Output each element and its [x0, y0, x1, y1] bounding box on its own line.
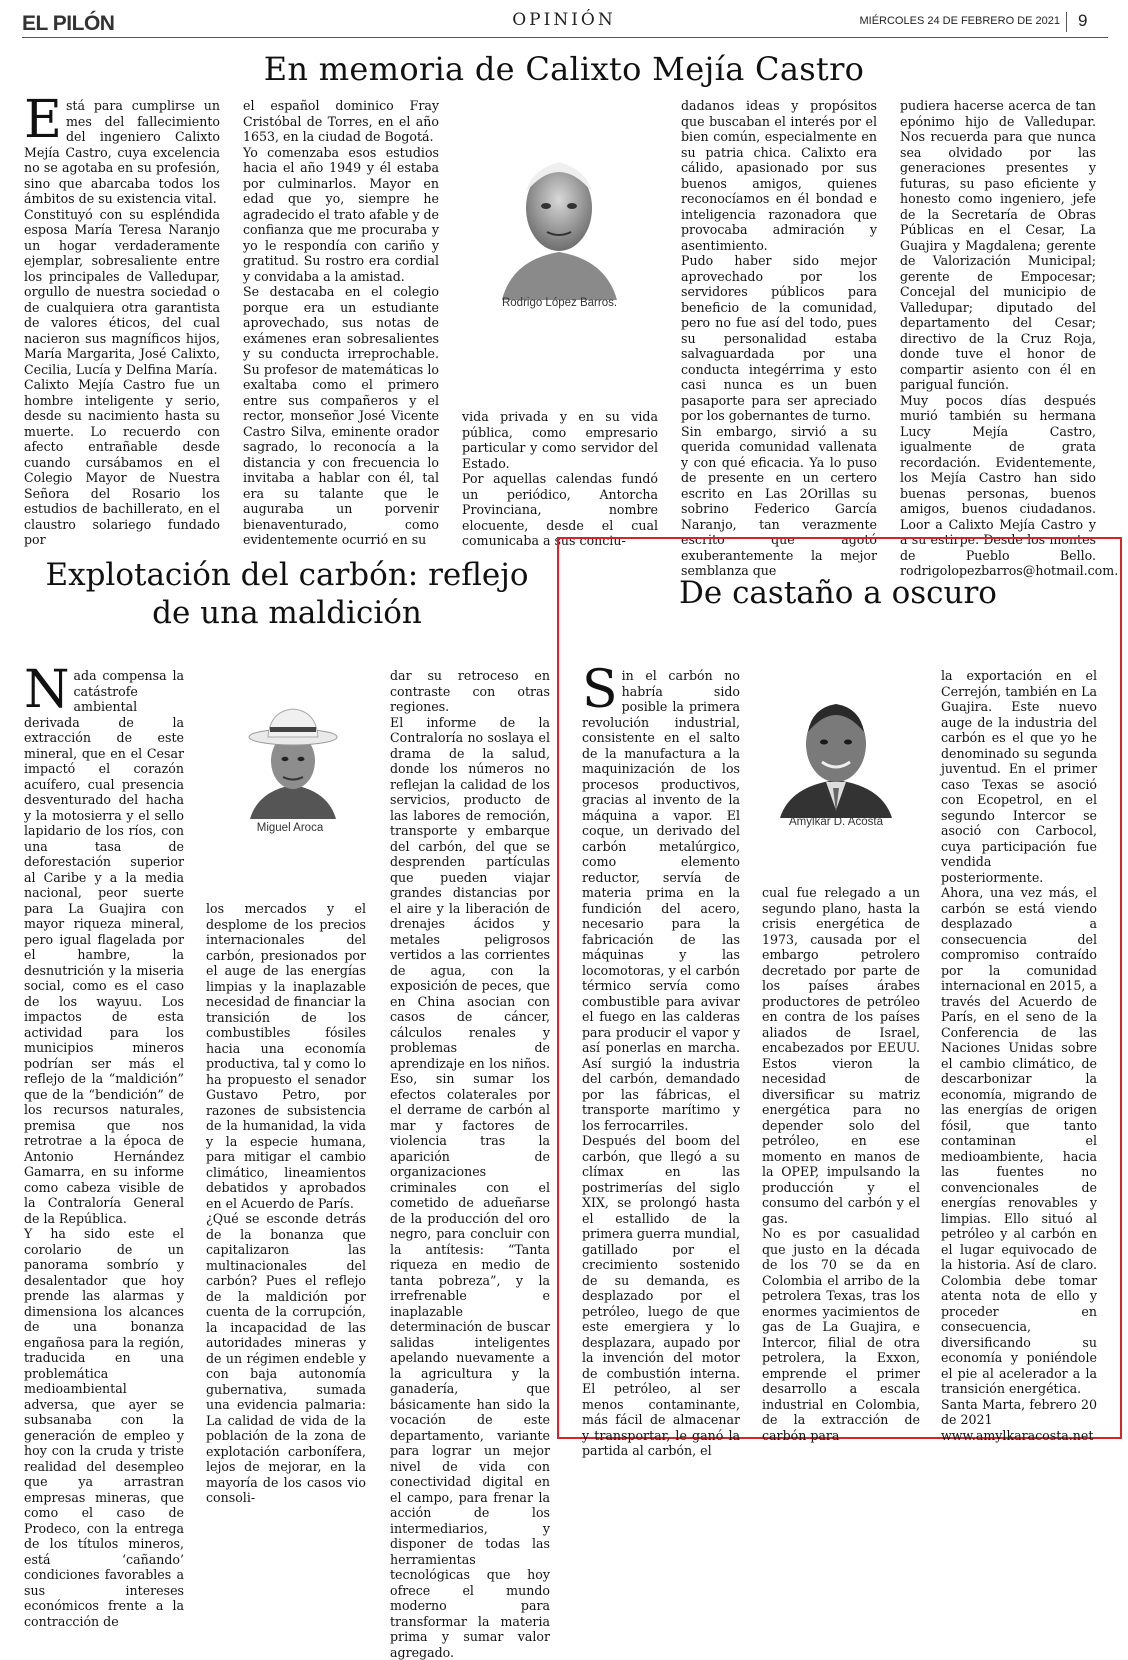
article2-dropcap: N: [24, 660, 70, 720]
article2-col2-text: los mercados y el desplome de los precios internacionales del carbón, presionados por el auge de las energías limpias y la inaplazable necesidad de financiar la transición de los combustibles fósiles hacia una economía productiva, tal y como lo ha propuesto el senador Gustavo Petro, por razones de subsistencia de la humanidad, la vida y la especie humana, para mitigar el cambio climático, lineamientos debatidos y aprobados en el Acuerdo de París. ¿Qué se esconde detrás de la bonanza que capitalizaron las multinacionales del carbón? Pues el reflejo de la maldición por cuenta de la corrupción, la incapacidad de las autoridades mineras y de un régimen endeble y con baja autonomía gubernativa, sumada una evidencia palmaria: La calidad de vida de la población de la zona de explotación carbonífera, lejos de mejorar, en la mayoría de los casos vio consoli-: [206, 901, 366, 1505]
article3-col3-text: la exportación en el Cerrejón, también en La Guajira. Este nuevo auge de la industria del carbón es el que yo he denominado su segunda juventud. En el primer caso Texas se asoció con Ecopetrol, en el segundo Intercor se asoció con Carbocol, cuya participación fue vendida posteriormente. Ahora, una vez más, el carbón se está viendo desplazado a consecuencia del compromiso contraído por la comunidad internacional en 2015, a través del Acuerdo de París, en el seno de la Conferencia de las Naciones Unidas sobre el cambio climático, de descarbonizar la economía, migrando de las energías de origen fósil, que tanto contaminan el medioambiente, hacia las fuentes no convencionales de energías renovables y limpias. Ello situó al petróleo y al carbón en el lugar equivocado de la historia. Así de claro. Colombia debe tomar atenta nota de ello y proceder en consecuencia, diversificando su economía y poniéndole el pie al acelerador a la transición energética. Santa Marta, febrero 20 de 2021 www.amylkaracosta.net: [941, 668, 1097, 1443]
article2-author-photo: [236, 703, 350, 819]
masthead-logo: EL PILÓN: [22, 12, 115, 35]
article1-column-2: [243, 98, 439, 547]
article2-col1-text: ada compensa la catástrofe ambiental derivada de la extracción de este mineral, que en el Cesar impactó el corazón acuífero, cual presencia desventurado del hacha y la motosierra y el sello lapidario de los ríos, con una tasa de deforestación superior al Caribe y a la media nacional, peor suerte para La Guajira con mayor riqueza mineral, pero igual flagelada por el hambre, la desnutrición y la miseria social, como es el caso de los wayuu. Los impactos de esta actividad para los municipios mineros podrían ser más el reflejo de la “maldición” que de la “bendición” de los recursos naturales, premisa que nos retrotrae a la época de Antonio Hernández Gamarra, en su informe como cabeza visible de la Contraloría General de la República. Y ha sido este el corolario de un panorama sombrío y desalentador que hoy prende las alarmas y dimensiona los alcances de una bonanza engañosa para la región, traducida en una problemática medioambiental adversa, que ayer se subsanaba con la generación de empleo y hoy con la cruda y triste realidad del desempleo que ya arrastran empresas mineras, que como el caso de Prodeco, con la entrega de los títulos mineros, está ‘cañando’ condiciones favorables a sus intereses económicos frente a la contracción de: [24, 668, 184, 1629]
article1-col4-text: dadanos ideas y propósitos que buscaban el interés por el bien común, especialmente en su patria chica. Calixto era cálido, apasionado por sus buenos amigos, quienes reconocíamos en él bondad e inteligencia razonadora que provocaba admiración y asentimiento. Pudo haber sido mejor aprovechado por los servidores públicos para beneficio de la comunidad, pero no fue así del todo, pues su personalidad estaba salvaguardada por una conducta integérrima y esto casi nunca es un buen pasaporte para ser apreciado por los gobernantes de turno. Sin embargo, sirvió a su querida comunidad vallenata y con qué eficacia. Ya lo puso de presente en un certero escrito en Las 2Orillas su sobrino Federico García Naranjo, tan verazmente escrito que agotó exuberantemente la mejor semblanza que: [681, 98, 877, 578]
article1-dropcap: E: [24, 90, 62, 150]
article2-col3-text: dar su retroceso en contraste con otras regiones. El informe de la Contraloría no soslaya el drama de la salud, donde los números no reflejan la calidad de los servicios, producto de las labores de remoción, transporte y embarque del carbón, del que se desprenden partículas que pueden viajar grandes distancias por el aire y la liberación de drenajes ácidos y metales peligrosos vertidos a las corrientes de agua, con la exposición de peces, que en China asocian con casos de cáncer, cálculos renales y problemas de aprendizaje en los niños. Eso, sin sumar los efectos colaterales por el derrame de carbón al mar y factores de violencia tras la aparición de organizaciones criminales con el cometido de adueñarse de la producción del oro negro, para concluir con la antítesis: “Tanta riqueza en medio de tanta pobreza”, y la irrefrenable e inaplazable determinación de buscar salidas inteligentes apelando nuevamente a la agricultura y la ganadería, que básicamente han sido la vocación de este departamento, variante para lograr un mejor nivel de vida con conectividad digital en el campo, para frenar la acción de los intermediarios, y disponer de todas las herramientas tecnológicas que hoy ofrece el mundo moderno para transformar la materia prima y sumar valor agregado.: [390, 668, 550, 1660]
article3-col1-text: in el carbón no habría sido posible la primera revolución industrial, consistente en el salto de la manufactura a la maquinización de los procesos productivos, gracias al invento de la máquina a vapor. El coque, un derivado del carbón metalúrgico, como elemento reductor, servía de materia prima en la fundición del acero, necesario para la fabricación de las máquinas y las locomotoras, y el carbón térmico servía como combustible para avivar el fuego en las calderas para producir el vapor y así ponerlas en marcha. Así surgió la industria del carbón, demandado por las fábricas, el transporte marítimo y los ferrocarriles. Después del boom del carbón, que llegó a su clímax en las postrimerías del siglo XIX, se prolongó hasta el estallido de la primera guerra mundial, gatillado por el crecimiento sostenido de su demanda, es desplazado por el petróleo, luego de que este emergiera y lo desplazara, aupado por la invención del motor de combustión interna. El petróleo, al ser menos contaminante, más fácil de almacenar y transportar, le ganó la partida al carbón, el: [582, 668, 741, 1458]
article1-author-photo: [492, 148, 627, 300]
article1-photo-caption: Rodrigo López Barros.: [501, 297, 618, 309]
article3-dropcap: S: [582, 660, 618, 720]
article3-author-photo: [772, 692, 900, 818]
article2-column-1: [24, 660, 184, 1629]
article3-title: De castaño a oscuro: [679, 575, 997, 611]
article3-column-2: [762, 885, 920, 1443]
article1-column-5: [900, 98, 1119, 578]
article1-column-4: [681, 98, 877, 578]
article1-col5-text: pudiera hacerse acerca de tan epónimo hijo de Valledupar. Nos recuerda para que nunca sea olvidado por las generaciones presentes y futuras, su paso eficiente y honesto como ingeniero, jefe de la Secretaría de Obras Públicas en el Cesar, La Guajira y Magdalena; gerente de Valorización Municipal; gerente de Empocesar; Concejal del municipio de Valledupar; diputado del departamento del Cesar; directivo de la Cruz Roja, donde tuve el honor de compartir asiento con él en parigual función. Muy pocos días después murió también su hermana Lucy Mejía Castro, igualmente de grata recordación. Evidentemente, los Mejía Castro han sido buenas personas, buenos amigos, buenos ciudadanos. Loor a Calixto Mejía Castro y a su estirpe. Desde los montes de Pueblo Bello. rodrigolopezbarros@hotmail.com.: [900, 98, 1119, 578]
issue-date: MIÉRCOLES 24 DE FEBRERO DE 2021: [859, 15, 1060, 27]
article3-col2-text: cual fue relegado a un segundo plano, hasta la crisis energética de 1973, causada por el embargo petrolero decretado por parte de los países árabes productores de petróleo en contra de los países aliados de Israel, encabezados por EEUU. Estos vieron la necesidad de diversificar su matriz energética para no depender solo del petróleo, en ese momento en manos de la OPEP, impulsando la producción y el consumo del carbón y el gas. No es por casualidad que justo en la década de los 70 se da en Colombia el arribo de la petrolera Texas, tras los enormes yacimientos de gas de La Guajira, e Intercor, filial de otra petrolera, la Exxon, emprende el primer desarrollo a escala industrial en Colombia, de la extracción de carbón para: [762, 885, 920, 1443]
article1-column-3: [462, 409, 658, 548]
article2-column-3: [390, 668, 550, 1660]
article2-title: Explotación del carbón: reflejo de una maldición: [45, 557, 529, 631]
article2-photo-caption: Miguel Aroca: [256, 822, 324, 834]
article3-column-1: [582, 660, 741, 1458]
header-separator: [1066, 12, 1067, 32]
author-portrait-icon: [492, 148, 627, 300]
article3-photo-caption: Amylkar D. Acosta: [789, 816, 883, 828]
article1-col1-text: stá para cumplirse un mes del fallecimiento del ingeniero Calixto Mejía Castro, cuya excelencia no se agotaba en su profesión, sino que abarcaba todos los ámbitos de su existencia vital. Constituyó con su espléndida esposa María Teresa Naranjo un hogar verdaderamente ejemplar, sobresaliente entre los principales de Valledupar, orgullo de nuestra sociedad o de cualquiera otra garantista de valores éticos, del cual nacieron sus magníficos hijos, María Margarita, José Calixto, Cecilia, Lucía y Delfina María. Calixto Mejía Castro fue un hombre inteligente y serio, desde su nacimiento hasta su muerte. Lo recuerdo con afecto entrañable desde cuando cursábamos en el Colegio Mayor de Nuestra Señora del Rosario los estudios de bachillerato, en el claustro solariego fundado por: [24, 98, 220, 547]
article1-col2-text: el español dominico Fray Cristóbal de Torres, en el año 1653, en la ciudad de Bogotá. Yo comenzaba esos estudios hacia el año 1949 y él estaba por culminarlos. Mayor en edad que yo, siempre he agradecido el trato afable y de confianza que me procuraba y yo le respondía con cariño y gratitud. Su rostro era cordial y convidaba a la amistad. Se destacaba en el colegio porque era un estudiante aprovechado, sus notas de exámenes eran sobresalientes y su conducta irreprochable. Su profesor de matemáticas lo exaltaba como el primero entre sus compañeros y el rector, monseñor José Vicente Castro Silva, eminente orador sagrado, lo reconocía a la distancia y con frecuencia lo invitaba a hablar con él, tal era su talante que le auguraba un porvenir bienaventurado, como evidentemente ocurrió en su: [243, 98, 439, 547]
author-portrait-icon: [236, 703, 350, 819]
page-number: 9: [1078, 11, 1088, 30]
author-portrait-icon: [772, 692, 900, 818]
article1-title: En memoria de Calixto Mejía Castro: [263, 50, 865, 88]
article1-col3-text: vida privada y en su vida pública, como empresario particular y como servidor del Estado. Por aquellas calendas fundó un periódico, Antorcha Provinciana, nombre elocuente, desde el cual comunicaba a sus conciu-: [462, 409, 658, 548]
article2-column-2: [206, 901, 366, 1505]
section-title: OPINIÓN: [512, 10, 616, 30]
header-rule: [22, 37, 1108, 38]
article1-column-1: [24, 90, 220, 547]
article3-column-3: [941, 668, 1097, 1443]
